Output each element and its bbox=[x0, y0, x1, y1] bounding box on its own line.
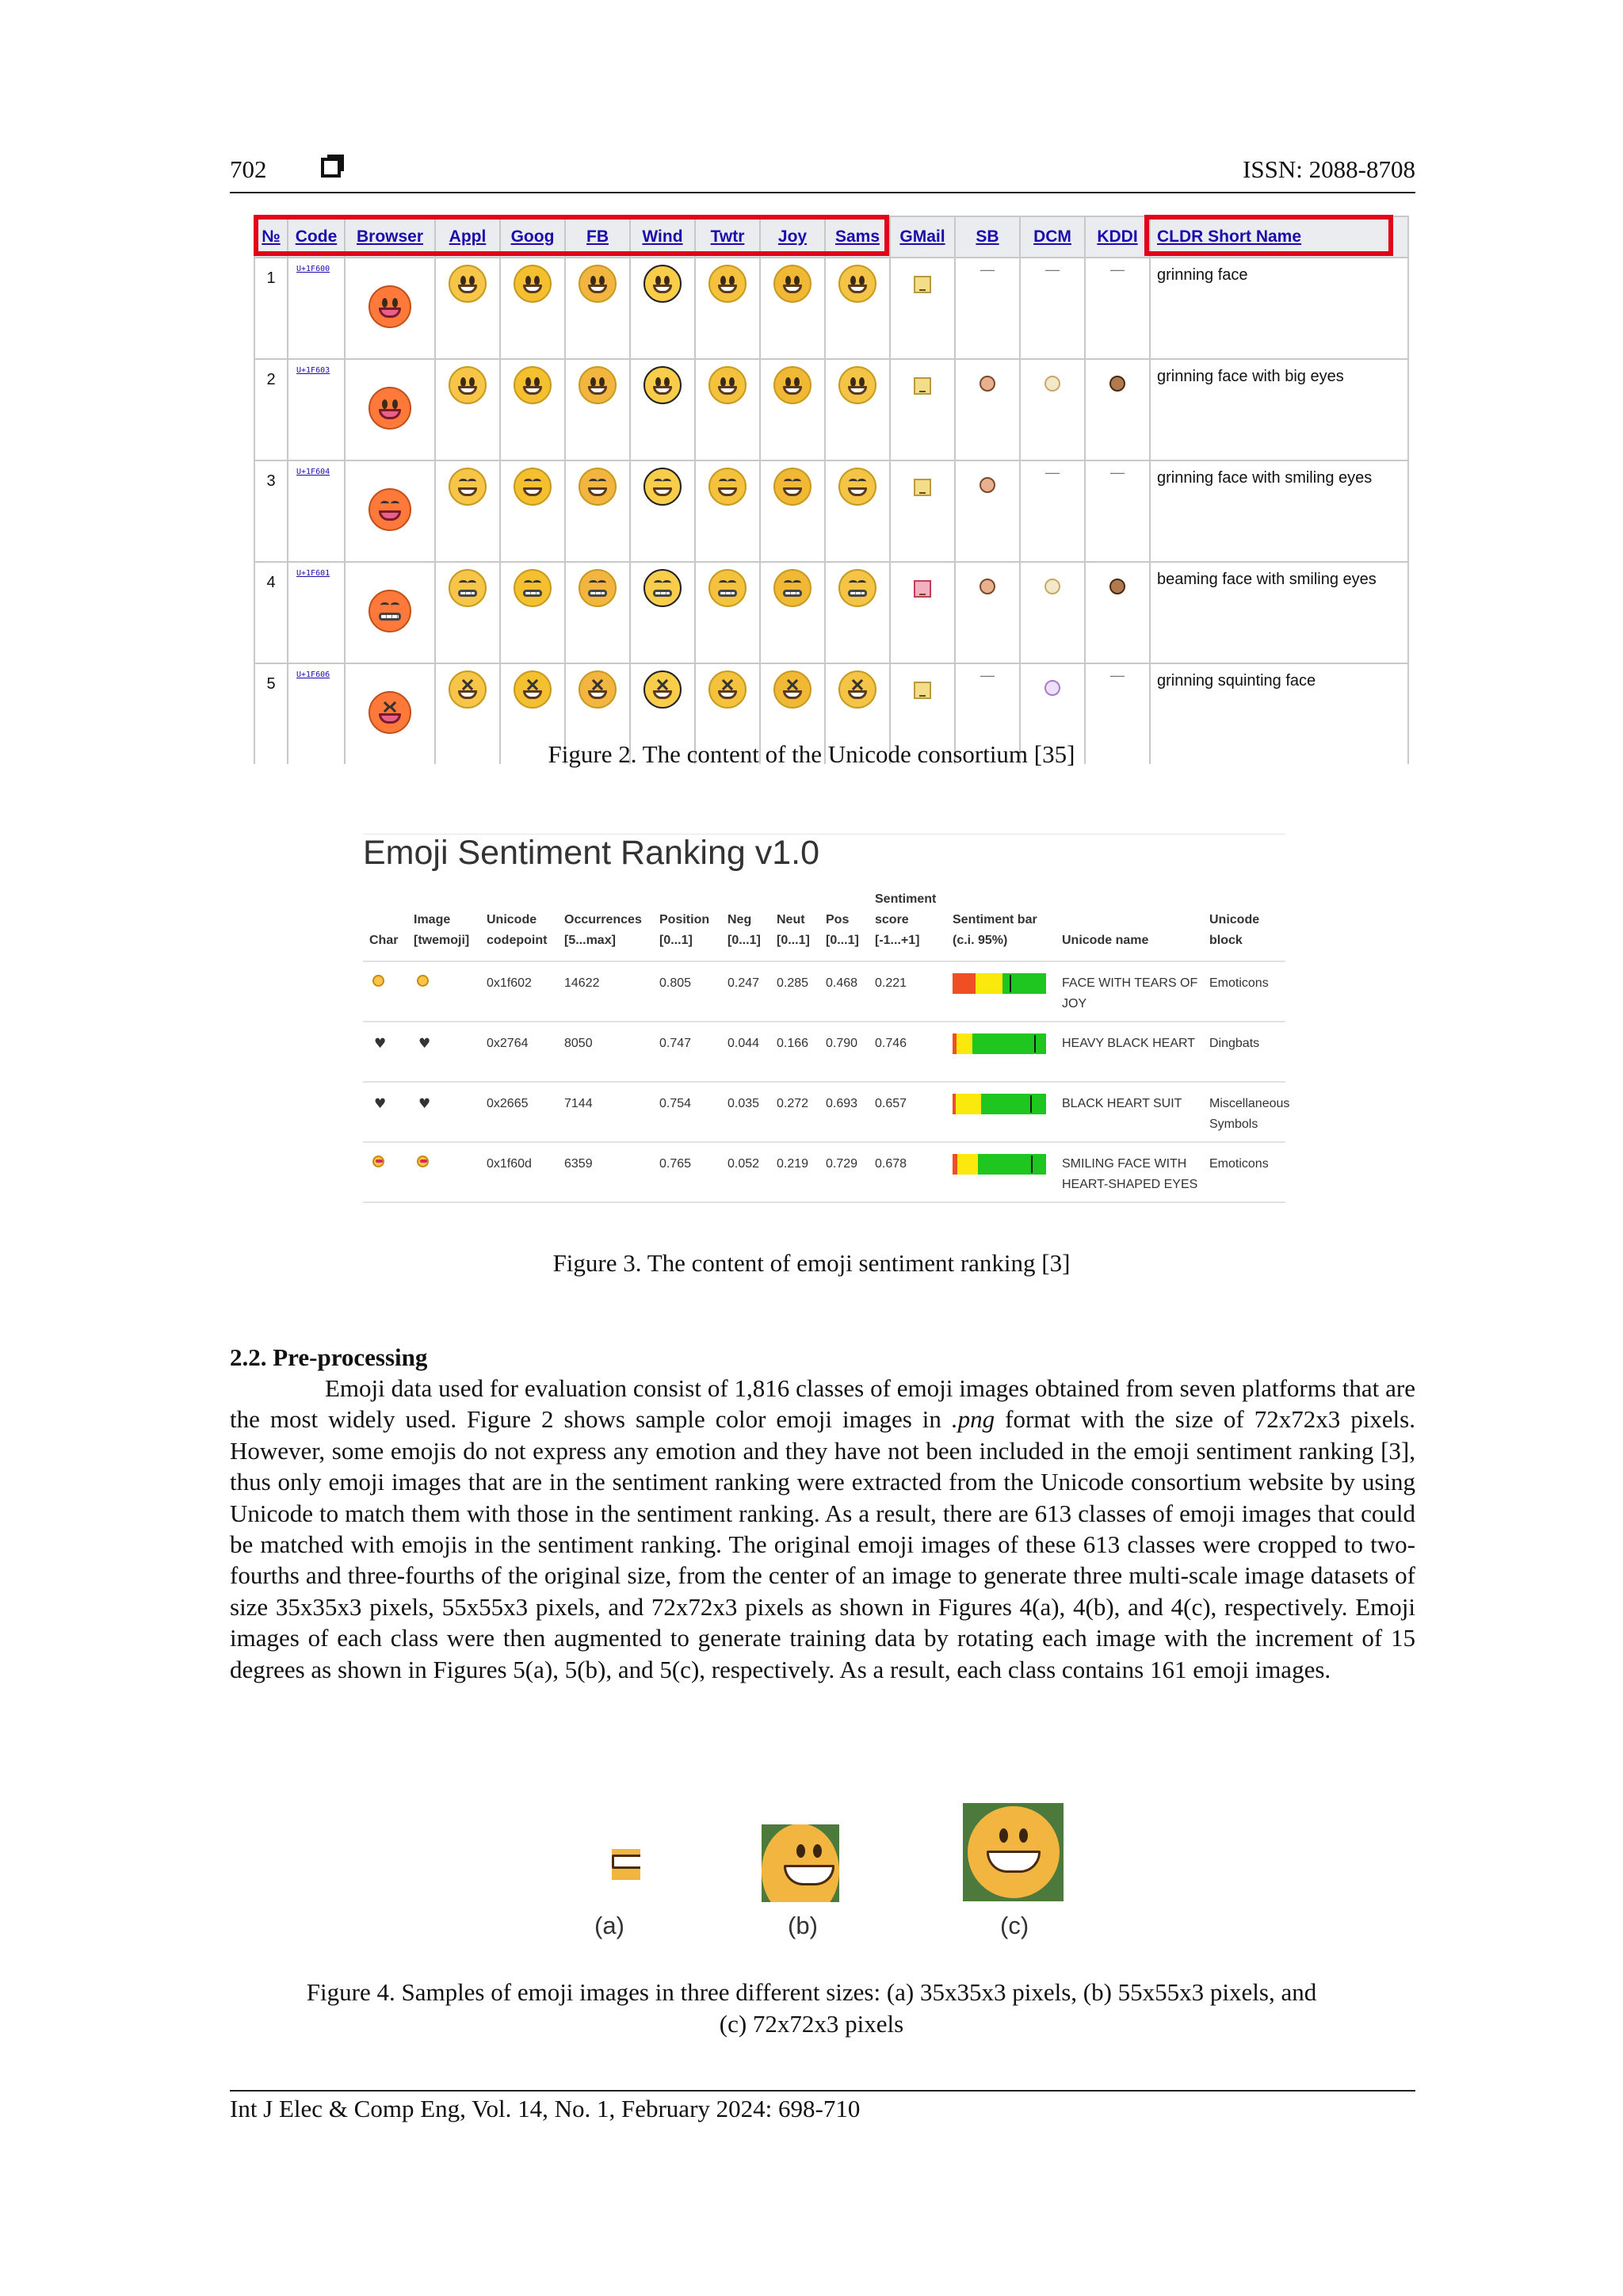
figure-2 bbox=[254, 216, 1392, 705]
col-header-number[interactable]: № bbox=[254, 216, 288, 258]
grinning-face-icon bbox=[708, 366, 747, 404]
position-cell: 0.765 bbox=[653, 1142, 721, 1202]
neut-cell: 0.166 bbox=[770, 1022, 819, 1082]
col-header-name: Unicode name bbox=[1062, 934, 1149, 947]
browser-emoji-cell bbox=[345, 562, 435, 663]
platform-emoji-cell bbox=[760, 460, 825, 562]
image-cell bbox=[407, 1142, 480, 1202]
platform-emoji-cell bbox=[695, 460, 760, 562]
occurrences-cell: 7144 bbox=[558, 1082, 653, 1142]
browser-grinning-face-icon bbox=[369, 488, 411, 531]
platform-emoji-cell bbox=[825, 460, 890, 562]
grinning-face-icon bbox=[643, 366, 682, 404]
dcm-emoji-icon bbox=[1044, 376, 1060, 392]
unicode-name-cell: BLACK HEART SUIT bbox=[1056, 1082, 1203, 1142]
figure-2-caption: Figure 2. The content of the Unicode consortium [35] bbox=[548, 740, 1075, 768]
platform-emoji-cell bbox=[630, 359, 695, 460]
codepoint-cell: 0x1f602 bbox=[480, 961, 558, 1022]
header-rule bbox=[230, 192, 1415, 193]
score-cell: 0.657 bbox=[869, 1082, 946, 1142]
col-header-code[interactable]: Code bbox=[288, 216, 345, 258]
sb-emoji-icon bbox=[980, 477, 995, 493]
cldr-short-name: grinning face with big eyes bbox=[1150, 359, 1408, 460]
footer-citation: Int J Elec & Comp Eng, Vol. 14, No. 1, February 2024: 698-710 bbox=[230, 2095, 861, 2122]
char-cell bbox=[363, 1022, 407, 1082]
sb-emoji-icon bbox=[980, 579, 995, 594]
dcm-emoji-cell: — bbox=[1020, 460, 1085, 562]
sb-emoji-cell bbox=[955, 562, 1020, 663]
platform-emoji-cell bbox=[435, 258, 500, 359]
grinning-face-icon bbox=[449, 670, 487, 709]
sentiment-bar-neut bbox=[976, 973, 1002, 994]
browser-grinning-face-icon bbox=[369, 590, 411, 632]
col-header-position: Position [0...1] bbox=[659, 913, 710, 947]
char-cell bbox=[363, 1142, 407, 1202]
figure-3-caption: Figure 3. The content of emoji sentiment ranking [3] bbox=[552, 1249, 1071, 1277]
neg-cell: 0.052 bbox=[721, 1142, 770, 1202]
code-link[interactable]: U+1F600 bbox=[288, 258, 345, 359]
neg-cell: 0.035 bbox=[721, 1082, 770, 1142]
row-number: 2 bbox=[254, 359, 288, 460]
highlight-box-cldr bbox=[1144, 215, 1393, 256]
grinning-face-icon bbox=[449, 366, 487, 404]
row-number: 4 bbox=[254, 562, 288, 663]
occurrences-cell: 8050 bbox=[558, 1022, 653, 1082]
unicode-block-cell: Emoticons bbox=[1203, 1142, 1285, 1202]
col-header-wind[interactable]: Wind bbox=[630, 216, 695, 258]
sb-emoji-cell bbox=[955, 460, 1020, 562]
body-paragraph: Emoji data used for evaluation consist of 1,816 classes of emoji images obtained from seven platforms that are the most widely used. Figure 2 shows sample color emoji images in .png format with the size of 72x72x3 pixels. However, some emojis do not express any emotion and they have not been included in the emoji sentiment ranking [3], thus only emoji images that are in the sentiment ranking were extracted from the Unicode consortium website by using Unicode to match them with those in the sentiment ranking. As a result, there are 613 classes of emoji images that could be matched with emojis in the sentiment ranking. The original emoji images of these 613 classes were cropped to two-fourths and three-fourths of the original size, from the center of an image to generate three multi-scale image datasets of size 35x35x3 pixels, 55x55x3 pixels, and 72x72x3 pixels as shown in Figures 4(a), 4(b), and 4(c), respectively. Emoji images of each class were then augmented to generate training data by rotating each image with the increment of 15 degrees as shown in Figures 5(a), 5(b), and 5(c), respectively. As a result, each class contains 161 emoji images. bbox=[230, 1374, 1415, 1683]
sentiment-score-marker bbox=[1034, 1035, 1036, 1052]
sentiment-bar-cell bbox=[946, 1142, 1056, 1202]
grinning-face-icon bbox=[838, 670, 876, 709]
image-cell bbox=[407, 961, 480, 1022]
sentiment-bar-neut bbox=[957, 1154, 978, 1175]
sentiment-bar bbox=[953, 1033, 1046, 1054]
emoji-sample-35 bbox=[590, 1849, 640, 1900]
platform-emoji-cell bbox=[500, 562, 565, 663]
sentiment-bar-cell bbox=[946, 1082, 1056, 1142]
dcm-emoji-cell bbox=[1020, 562, 1085, 663]
sentiment-row bbox=[363, 1142, 1285, 1202]
table-row bbox=[254, 562, 1408, 663]
platform-emoji-cell bbox=[695, 359, 760, 460]
grinning-face-icon bbox=[514, 670, 552, 709]
grinning-face-icon bbox=[708, 265, 747, 303]
footer-rule bbox=[230, 2090, 1415, 2092]
figure-4-caption-line-1: Figure 4. Samples of emoji images in three different sizes: (a) 35x35x3 pixels, (b) 55x55x3 pixels, and bbox=[306, 1978, 1317, 2006]
grinning-face-icon bbox=[449, 265, 487, 303]
code-link[interactable]: U+1F604 bbox=[288, 460, 345, 562]
grinning-face-icon bbox=[838, 569, 876, 607]
grinning-face-icon bbox=[773, 569, 812, 607]
tears-of-joy-icon bbox=[372, 975, 384, 987]
gmail-emoji-cell bbox=[890, 359, 955, 460]
sentiment-bar-cell bbox=[946, 1022, 1056, 1082]
sentiment-bar bbox=[953, 973, 1046, 994]
tears-of-joy-icon bbox=[417, 975, 429, 987]
sentiment-bar bbox=[953, 1094, 1046, 1114]
grinning-face-icon bbox=[708, 670, 747, 709]
unicode-name-cell: SMILING FACE WITH HEART-SHAPED EYES bbox=[1056, 1142, 1203, 1202]
black-heart-icon: ♥ bbox=[374, 1096, 387, 1112]
row-number: 5 bbox=[254, 663, 288, 764]
occurrences-cell: 6359 bbox=[558, 1142, 653, 1202]
kddi-emoji-cell: — bbox=[1085, 460, 1150, 562]
pos-cell: 0.729 bbox=[819, 1142, 869, 1202]
score-cell: 0.678 bbox=[869, 1142, 946, 1202]
browser-grinning-face-icon bbox=[369, 387, 411, 430]
grinning-face-icon bbox=[838, 468, 876, 506]
codepoint-cell: 0x1f60d bbox=[480, 1142, 558, 1202]
col-header-pos: Pos [0...1] bbox=[826, 913, 859, 947]
gmail-emoji-cell bbox=[890, 562, 955, 663]
cldr-short-name: grinning face bbox=[1150, 258, 1408, 359]
col-header-score: Sentiment score [-1...+1] bbox=[875, 892, 937, 947]
browser-emoji-cell bbox=[345, 359, 435, 460]
unicode-block-cell: Dingbats bbox=[1203, 1022, 1285, 1082]
grinning-face-icon bbox=[643, 468, 682, 506]
char-cell bbox=[363, 1082, 407, 1142]
score-cell: 0.221 bbox=[869, 961, 946, 1022]
platform-emoji-cell bbox=[630, 562, 695, 663]
sb-emoji-cell bbox=[955, 359, 1020, 460]
grinning-face-icon bbox=[773, 366, 812, 404]
col-header-fb[interactable]: FB bbox=[565, 216, 630, 258]
col-header-image: Image [twemoji] bbox=[414, 913, 470, 947]
platform-emoji-cell bbox=[760, 258, 825, 359]
highlight-box-platforms bbox=[254, 215, 889, 256]
sentiment-row bbox=[363, 961, 1285, 1022]
sentiment-row bbox=[363, 1022, 1285, 1082]
code-link[interactable]: U+1F606 bbox=[288, 663, 345, 764]
black-heart-icon: ♥ bbox=[418, 1096, 431, 1112]
table-row bbox=[254, 460, 1408, 562]
row-number: 3 bbox=[254, 460, 288, 562]
unicode-name-cell: FACE WITH TEARS OF JOY bbox=[1056, 961, 1203, 1022]
gmail-emoji-icon bbox=[914, 682, 931, 699]
col-header-neg: Neg [0...1] bbox=[727, 913, 761, 947]
platform-emoji-cell bbox=[565, 562, 630, 663]
platform-emoji-cell bbox=[500, 258, 565, 359]
page-number: 702 bbox=[230, 155, 267, 183]
position-cell: 0.754 bbox=[653, 1082, 721, 1142]
score-cell: 0.746 bbox=[869, 1022, 946, 1082]
pos-cell: 0.693 bbox=[819, 1082, 869, 1142]
grinning-face-icon bbox=[514, 468, 552, 506]
browser-emoji-cell bbox=[345, 258, 435, 359]
char-cell bbox=[363, 961, 407, 1022]
platform-emoji-cell bbox=[825, 258, 890, 359]
unicode-block-cell: Emoticons bbox=[1203, 961, 1285, 1022]
table-row bbox=[254, 359, 1408, 460]
col-header-cldr-name[interactable]: CLDR Short Name bbox=[1150, 216, 1408, 258]
col-header-twtr[interactable]: Twtr bbox=[695, 216, 760, 258]
dcm-emoji-cell: — bbox=[1020, 258, 1085, 359]
neut-cell: 0.272 bbox=[770, 1082, 819, 1142]
neut-cell: 0.219 bbox=[770, 1142, 819, 1202]
grinning-face-icon bbox=[449, 468, 487, 506]
occurrences-cell: 14622 bbox=[558, 961, 653, 1022]
platform-emoji-cell bbox=[825, 359, 890, 460]
browser-emoji-cell bbox=[345, 460, 435, 562]
col-header-appl[interactable]: Appl bbox=[435, 216, 500, 258]
col-header-gmail[interactable]: GMail bbox=[890, 216, 955, 258]
col-header-neut: Neut [0...1] bbox=[777, 913, 810, 947]
grinning-face-icon bbox=[579, 670, 617, 709]
col-header-sb[interactable]: SB bbox=[955, 216, 1020, 258]
grinning-face-icon bbox=[579, 265, 617, 303]
neut-cell: 0.285 bbox=[770, 961, 819, 1022]
heart-eyes-icon bbox=[372, 1156, 384, 1167]
grinning-face-icon bbox=[643, 265, 682, 303]
platform-emoji-cell bbox=[435, 562, 500, 663]
grinning-face-icon bbox=[773, 670, 812, 709]
dcm-emoji-icon bbox=[1044, 579, 1060, 594]
platform-emoji-cell bbox=[630, 258, 695, 359]
sb-emoji-cell: — bbox=[955, 663, 1020, 764]
unicode-name-cell: HEAVY BLACK HEART bbox=[1056, 1022, 1203, 1082]
figure-4-caption-line-2: (c) 72x72x3 pixels bbox=[719, 2010, 904, 2038]
figure-3-title: Emoji Sentiment Ranking v1.0 bbox=[363, 834, 820, 872]
black-heart-icon: ♥ bbox=[374, 1036, 387, 1052]
cldr-short-name: grinning face with smiling eyes bbox=[1150, 460, 1408, 562]
cldr-short-name: grinning squinting face bbox=[1150, 663, 1408, 764]
sb-emoji-icon bbox=[980, 376, 995, 392]
unicode-table bbox=[254, 216, 1409, 764]
gmail-emoji-icon bbox=[914, 479, 931, 496]
col-header-browser[interactable]: Browser bbox=[345, 216, 435, 258]
sentiment-bar-cell bbox=[946, 961, 1056, 1022]
platform-emoji-cell bbox=[695, 562, 760, 663]
row-number: 1 bbox=[254, 258, 288, 359]
platform-emoji-cell bbox=[500, 460, 565, 562]
label-b: (b) bbox=[788, 1912, 818, 1939]
platform-emoji-cell bbox=[760, 359, 825, 460]
platform-emoji-cell bbox=[760, 562, 825, 663]
platform-emoji-cell bbox=[630, 460, 695, 562]
grinning-face-icon bbox=[708, 468, 747, 506]
grinning-face-icon bbox=[708, 569, 747, 607]
sentiment-table bbox=[363, 889, 1290, 1203]
grinning-face-icon bbox=[838, 265, 876, 303]
col-header-dcm[interactable]: DCM bbox=[1020, 216, 1085, 258]
platform-emoji-cell bbox=[565, 359, 630, 460]
col-header-occurrences: Occurrences [5...max] bbox=[564, 913, 642, 947]
gmail-emoji-icon bbox=[914, 276, 931, 293]
gmail-emoji-icon bbox=[914, 580, 931, 598]
grinning-face-icon bbox=[514, 366, 552, 404]
sentiment-bar-neut bbox=[956, 1094, 981, 1114]
sentiment-score-marker bbox=[1031, 1156, 1033, 1173]
browser-grinning-face-icon bbox=[369, 691, 411, 734]
platform-emoji-cell bbox=[565, 258, 630, 359]
dcm-emoji-icon bbox=[1044, 680, 1060, 696]
grinning-face-icon bbox=[773, 468, 812, 506]
col-header-bar: Sentiment bar (c.i. 95%) bbox=[953, 913, 1037, 947]
col-header-joy[interactable]: Joy bbox=[760, 216, 825, 258]
grinning-face-icon bbox=[579, 468, 617, 506]
kddi-emoji-cell bbox=[1085, 359, 1150, 460]
checkbox-glyph-icon bbox=[321, 158, 341, 178]
black-heart-icon: ♥ bbox=[418, 1036, 431, 1052]
dcm-emoji-cell bbox=[1020, 359, 1085, 460]
browser-grinning-face-icon bbox=[369, 285, 411, 328]
figure-4 bbox=[0, 1799, 1623, 1958]
platform-emoji-cell bbox=[565, 460, 630, 562]
neg-cell: 0.247 bbox=[721, 961, 770, 1022]
col-header-char: Char bbox=[369, 934, 399, 947]
unicode-block-cell: Miscellaneous Symbols bbox=[1203, 1082, 1285, 1142]
platform-emoji-cell bbox=[695, 258, 760, 359]
pos-cell: 0.468 bbox=[819, 961, 869, 1022]
grinning-face-icon bbox=[643, 670, 682, 709]
emoji-sample-72 bbox=[963, 1803, 1064, 1901]
sentiment-row bbox=[363, 1082, 1285, 1142]
platform-emoji-cell bbox=[435, 460, 500, 562]
kddi-emoji-cell: — bbox=[1085, 258, 1150, 359]
neg-cell: 0.044 bbox=[721, 1022, 770, 1082]
cldr-short-name: beaming face with smiling eyes bbox=[1150, 562, 1408, 663]
platform-emoji-cell bbox=[825, 562, 890, 663]
col-header-sams[interactable]: Sams bbox=[825, 216, 890, 258]
gmail-emoji-icon bbox=[914, 377, 931, 395]
grinning-face-icon bbox=[643, 569, 682, 607]
sentiment-score-marker bbox=[1010, 975, 1011, 992]
position-cell: 0.747 bbox=[653, 1022, 721, 1082]
sb-emoji-cell: — bbox=[955, 258, 1020, 359]
position-cell: 0.805 bbox=[653, 961, 721, 1022]
code-link[interactable]: U+1F603 bbox=[288, 359, 345, 460]
table-row bbox=[254, 258, 1408, 359]
sentiment-bar-pos bbox=[978, 1154, 1046, 1175]
grinning-face-icon bbox=[449, 569, 487, 607]
label-a: (a) bbox=[594, 1912, 624, 1939]
image-cell bbox=[407, 1022, 480, 1082]
grinning-face-icon bbox=[773, 265, 812, 303]
sentiment-bar bbox=[953, 1154, 1046, 1175]
grinning-face-icon bbox=[838, 366, 876, 404]
platform-emoji-cell bbox=[435, 359, 500, 460]
grinning-face-icon bbox=[514, 569, 552, 607]
figure-3 bbox=[363, 834, 1290, 1214]
grinning-face-icon bbox=[579, 569, 617, 607]
emoji-sample-55 bbox=[762, 1824, 839, 1902]
codepoint-cell: 0x2764 bbox=[480, 1022, 558, 1082]
kddi-emoji-icon bbox=[1109, 579, 1125, 594]
kddi-emoji-icon bbox=[1109, 376, 1125, 392]
pos-cell: 0.790 bbox=[819, 1022, 869, 1082]
grinning-face-icon bbox=[514, 265, 552, 303]
gmail-emoji-cell bbox=[890, 258, 955, 359]
code-link[interactable]: U+1F601 bbox=[288, 562, 345, 663]
col-header-goog[interactable]: Goog bbox=[500, 216, 565, 258]
sentiment-score-marker bbox=[1030, 1095, 1032, 1113]
heart-eyes-icon bbox=[417, 1156, 429, 1167]
label-c: (c) bbox=[1000, 1912, 1029, 1939]
col-header-block: Unicode block bbox=[1209, 913, 1260, 947]
kddi-emoji-cell bbox=[1085, 562, 1150, 663]
platform-emoji-cell bbox=[500, 359, 565, 460]
grinning-face-icon bbox=[579, 366, 617, 404]
codepoint-cell: 0x2665 bbox=[480, 1082, 558, 1142]
sentiment-bar-pos bbox=[981, 1094, 1046, 1114]
sentiment-bar-neg bbox=[953, 973, 976, 994]
gmail-emoji-cell bbox=[890, 460, 955, 562]
sentiment-header-row bbox=[363, 889, 1285, 961]
issn: ISSN: 2088-8708 bbox=[1243, 155, 1415, 183]
col-header-codepoint: Unicode codepoint bbox=[487, 913, 548, 947]
image-cell bbox=[407, 1082, 480, 1142]
col-header-kddi[interactable]: KDDI bbox=[1085, 216, 1150, 258]
sentiment-bar-neut bbox=[957, 1033, 972, 1054]
section-heading: 2.2. Pre-processing bbox=[230, 1343, 428, 1371]
kddi-emoji-cell: — bbox=[1085, 663, 1150, 764]
